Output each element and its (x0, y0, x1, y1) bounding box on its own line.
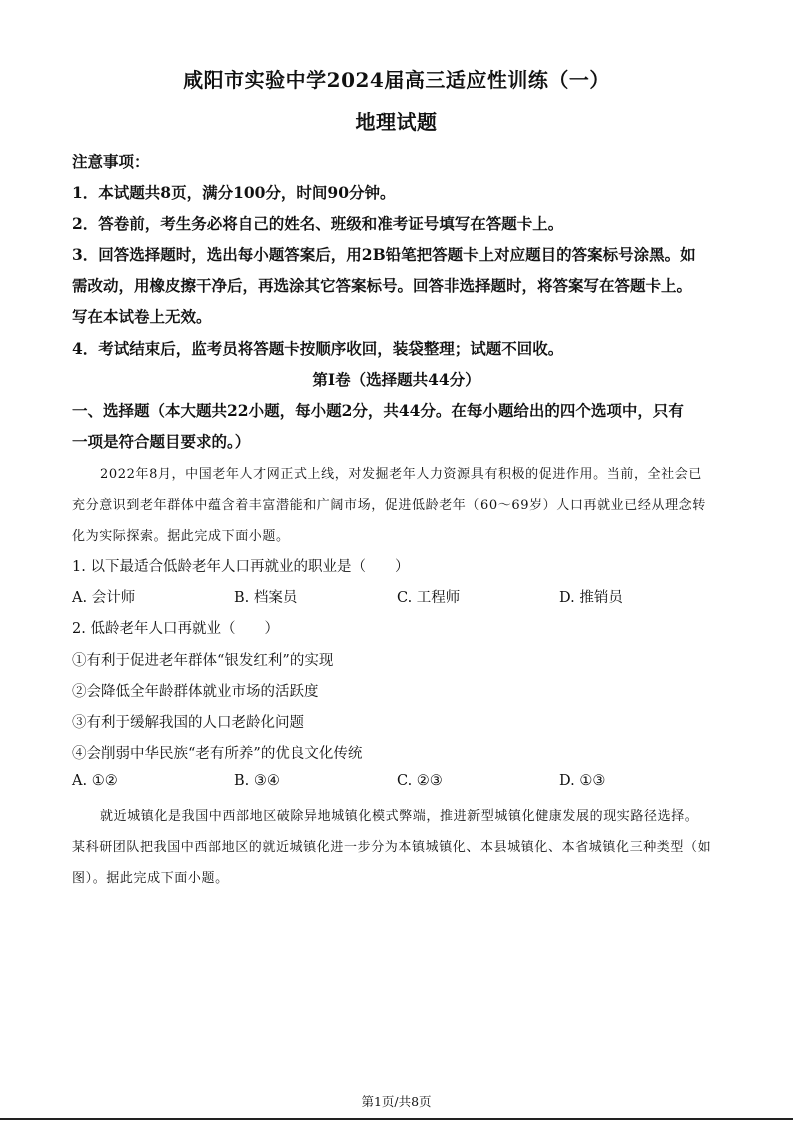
passage-2-line-1: 就近城镇化是我国中西部地区破除异地城镇化模式弊端，推进新型城镇化健康发展的现实路径选择。 (100, 809, 699, 824)
section-instruction-line-1: 一、选择题（本大题共22小题，每小题2分，共44分。在每小题给出的四个选项中，只有 (72, 401, 684, 420)
question-1-option-c: C. 工程师 (397, 590, 461, 606)
question-2-option-c: C. ②③ (397, 773, 443, 789)
question-2-statement-2: ②会降低全年龄群体就业市场的活跃度 (72, 684, 319, 700)
notice-item-3-line-3: 写在本试卷上无效。 (72, 307, 212, 326)
exam-subtitle: 地理试题 (355, 110, 438, 134)
notice-item-4: 4．考试结束后，监考员将答题卡按顺序收回，装袋整理；试题不回收。 (72, 339, 564, 358)
passage-1-line-1: 2022年8月，中国老年人才网正式上线，对发掘老年人力资源具有积极的促进作用。当前，全社会已 (100, 467, 702, 482)
question-2-stem: 2. 低龄老年人口再就业（ ） (72, 621, 279, 637)
notice-item-1: 1．本试题共8页，满分100分，时间90分钟。 (72, 183, 396, 202)
bottom-rule (0, 1118, 793, 1120)
notice-heading: 注意事项： (72, 152, 150, 171)
notice-item-3-line-2: 需改动，用橡皮擦干净后，再选涂其它答案标号。回答非选择题时，将答案写在答题卡上。 (72, 276, 693, 295)
passage-2-line-3: 图）。据此完成下面小题。 (72, 871, 229, 886)
page-number: 第1页/共8页 (361, 1094, 432, 1109)
passage-1-line-2: 充分意识到老年群体中蕴含着丰富潜能和广阔市场，促进低龄老年（60～69岁）人口再就业已经从理念转 (72, 498, 706, 513)
question-1-option-d: D. 推销员 (559, 590, 623, 606)
question-1-option-a: A. 会计师 (72, 590, 136, 606)
passage-2-line-2: 某科研团队把我国中西部地区的就近城镇化进一步分为本镇城镇化、本县城镇化、本省城镇化三种类型（如 (72, 840, 712, 855)
question-1-stem: 1. 以下最适合低龄老年人口再就业的职业是（ ） (72, 559, 410, 575)
question-2-statement-1: ①有利于促进老年群体“银发红利”的实现 (72, 653, 334, 669)
question-2-option-d: D. ①③ (559, 773, 606, 789)
question-1-option-b: B. 档案员 (234, 590, 298, 606)
section-instruction-line-2: 一项是符合题目要求的。） (72, 432, 251, 451)
question-2-statement-4: ④会削弱中华民族“老有所养”的优良文化传统 (72, 746, 363, 762)
question-2-option-b: B. ③④ (234, 773, 280, 789)
part-1-heading: 第Ⅰ卷（选择题共44分） (312, 370, 481, 389)
exam-title: 咸阳市实验中学2024届高三适应性训练（一） (183, 68, 610, 92)
question-2-option-a: A. ①② (72, 773, 118, 789)
notice-item-2: 2．答卷前，考生务必将自己的姓名、班级和准考证号填写在答题卡上。 (72, 214, 564, 233)
passage-1-line-3: 化为实际探索。据此完成下面小题。 (72, 529, 290, 544)
notice-item-3-line-1: 3．回答选择题时，选出每小题答案后，用2B铅笔把答题卡上对应题目的答案标号涂黑。如 (72, 245, 696, 264)
question-2-statement-3: ③有利于缓解我国的人口老龄化问题 (72, 715, 304, 731)
